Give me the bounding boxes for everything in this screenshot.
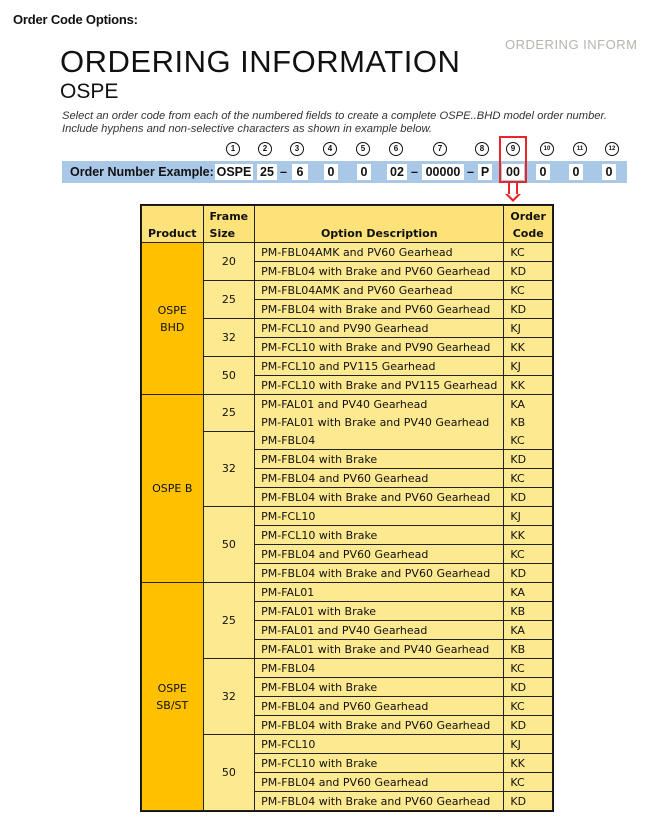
order-code-cell: KD [504, 716, 553, 735]
order-code-cell: KC [504, 659, 553, 678]
order-code-cell: KJ [504, 735, 553, 754]
order-segment-highlighted: 00 [502, 164, 524, 180]
field-9-highlight-box [499, 136, 527, 183]
frame-size-cell: 25 [203, 583, 255, 659]
frame-size-cell: 50 [203, 507, 255, 583]
order-code-cell: KJ [504, 357, 553, 376]
product-name-line2: SB/ST [156, 698, 189, 712]
option-description-cell: PM-FBL04 [255, 659, 504, 678]
order-code-cell: KD [504, 262, 553, 281]
field-number-badge: 10 [540, 142, 554, 156]
down-arrow-icon [508, 183, 518, 194]
table-row [142, 357, 553, 376]
field-number-badge: 6 [389, 142, 403, 156]
order-code-cell: KC [504, 773, 553, 792]
field-number-badge: 4 [323, 142, 337, 156]
field-number-badge: 11 [573, 142, 587, 156]
order-code-cell: KD [504, 488, 553, 507]
order-segment: 25 [257, 164, 277, 180]
table-row [142, 659, 553, 678]
order-code-cell: KD [504, 300, 553, 319]
order-code-cell: KB [504, 602, 553, 621]
frame-size-cell: 50 [203, 735, 255, 811]
order-segment: 0 [357, 164, 371, 180]
separator: – [280, 165, 287, 179]
option-description-cell: PM-FBL04 with Brake [255, 678, 504, 697]
order-segment: OSPE [216, 165, 252, 179]
option-description-cell: PM-FBL04 and PV60 Gearhead [255, 697, 504, 716]
instructions-line-2: Include hyphens and non-selective characters as shown in example below. [62, 123, 433, 135]
table-row [142, 281, 553, 300]
table-row [142, 507, 553, 526]
product-name-line1: OSPE B [152, 482, 193, 495]
field-number-badge: 7 [433, 142, 447, 156]
field-number-badge: 5 [356, 142, 370, 156]
option-description-cell: PM-FCL10 with Brake [255, 526, 504, 545]
option-description-cell: PM-FBL04AMK and PV60 Gearhead [255, 243, 504, 262]
order-segment: 0 [324, 164, 338, 180]
option-description-cell: PM-FCL10 and PV115 Gearhead [255, 357, 504, 376]
order-code-cell: KD [504, 792, 553, 811]
field-number-badge: 2 [258, 142, 272, 156]
order-segment: 0 [602, 164, 616, 180]
order-code-cell: KD [504, 450, 553, 469]
order-code-cell: KA [504, 583, 553, 602]
header-option-description: Option Description [255, 206, 504, 243]
field-number-badge: 1 [226, 142, 240, 156]
option-description-cell: PM-FBL04 with Brake and PV60 Gearhead [255, 300, 504, 319]
table-row [142, 319, 553, 338]
option-description-cell: PM-FCL10 and PV90 Gearhead [255, 319, 504, 338]
option-description-cell: PM-FBL04 [255, 431, 504, 450]
order-segment: P [478, 164, 492, 180]
running-header: ORDERING INFORM [505, 37, 638, 52]
order-segment: 00000 [422, 164, 464, 180]
order-code-cell: KA [504, 621, 553, 640]
order-code-options-table [141, 205, 553, 811]
order-code-cell: KC [504, 697, 553, 716]
order-segment: 0 [536, 164, 550, 180]
order-code-cell: KK [504, 376, 553, 395]
table-header-row [142, 206, 553, 243]
order-code-cell: KJ [504, 507, 553, 526]
header-code-line2: Code [512, 227, 544, 240]
frame-size-cell: 32 [203, 659, 255, 735]
order-code-cell: KC [504, 431, 553, 450]
table-row [142, 583, 553, 602]
order-code-cell: KD [504, 564, 553, 583]
order-code-cell: KC [504, 281, 553, 300]
order-segment: 02 [387, 164, 407, 180]
option-description-cell: PM-FBL04 with Brake and PV60 Gearhead [255, 716, 504, 735]
header-frame-line2: Size [209, 227, 236, 240]
frame-size-cell: 20 [203, 243, 255, 281]
header-order-code [504, 206, 553, 243]
page-title: ORDERING INFORMATION [60, 44, 461, 79]
option-description-cell: PM-FAL01 and PV40 Gearhead [255, 621, 504, 640]
order-segment: 6 [292, 164, 308, 180]
order-code-cell: KB [504, 640, 553, 659]
option-description-cell: PM-FBL04 with Brake and PV60 Gearhead [255, 488, 504, 507]
product-cell [142, 243, 204, 395]
option-description-cell: PM-FCL10 with Brake and PV115 Gearhead [255, 376, 504, 395]
product-name-line2: BHD [160, 320, 185, 334]
order-code-cell: KB [504, 413, 553, 431]
separator: – [411, 165, 418, 179]
separator: – [467, 165, 474, 179]
product-cell [142, 395, 204, 583]
option-description-cell: PM-FAL01 with Brake and PV40 Gearhead [255, 640, 504, 659]
field-number-badge: 12 [605, 142, 619, 156]
order-number-example-bar [62, 161, 627, 183]
option-description-cell: PM-FAL01 with Brake [255, 602, 504, 621]
field-number-row [0, 142, 650, 158]
option-description-cell: PM-FCL10 [255, 735, 504, 754]
order-code-cell: KC [504, 545, 553, 564]
option-description-cell: PM-FBL04AMK and PV60 Gearhead [255, 281, 504, 300]
instructions-line-1: Select an order code from each of the numbered fields to create a complete OSPE..BHD model order number. [62, 110, 607, 122]
order-code-cell: KJ [504, 319, 553, 338]
option-description-cell: PM-FAL01 [255, 583, 504, 602]
table-row [142, 243, 553, 262]
frame-size-cell: 32 [203, 319, 255, 357]
order-code-cell: KK [504, 754, 553, 773]
field-number-badge: 8 [475, 142, 489, 156]
instructions [62, 110, 632, 136]
frame-size-cell: 25 [203, 395, 255, 432]
table-row [142, 395, 553, 414]
option-description-cell: PM-FAL01 and PV40 Gearhead [255, 395, 504, 414]
order-code-cell: KC [504, 469, 553, 488]
header-frame-size [203, 206, 255, 243]
frame-size-cell: 25 [203, 281, 255, 319]
table-row [142, 735, 553, 754]
option-description-cell: PM-FBL04 and PV60 Gearhead [255, 773, 504, 792]
option-description-cell: PM-FBL04 with Brake and PV60 Gearhead [255, 262, 504, 281]
table-row [142, 431, 553, 450]
order-code-cell: KD [504, 678, 553, 697]
section-label: Order Code Options: [13, 12, 138, 27]
option-description-cell: PM-FBL04 with Brake [255, 450, 504, 469]
product-name-line1: OSPE [157, 303, 187, 317]
option-description-cell: PM-FCL10 [255, 507, 504, 526]
header-frame-line1: Frame [209, 210, 249, 223]
header-code-line1: Order [510, 210, 546, 223]
order-segment: 0 [569, 164, 583, 180]
field-number-badge: 9 [506, 142, 520, 156]
product-cell [142, 583, 204, 811]
frame-size-cell: 32 [203, 431, 255, 507]
option-description-cell: PM-FBL04 with Brake and PV60 Gearhead [255, 564, 504, 583]
order-code-cell: KK [504, 338, 553, 357]
order-code-cell: KA [504, 395, 553, 414]
option-description-cell: PM-FBL04 with Brake and PV60 Gearhead [255, 792, 504, 811]
option-description-cell: PM-FBL04 and PV60 Gearhead [255, 545, 504, 564]
frame-size-cell: 50 [203, 357, 255, 395]
page-subtitle: OSPE [60, 80, 119, 103]
order-code-cell: KK [504, 526, 553, 545]
product-name-line1: OSPE [157, 681, 187, 695]
order-code-cell: KC [504, 243, 553, 262]
option-description-cell: PM-FAL01 with Brake and PV40 Gearhead [255, 413, 504, 431]
header-product: Product [142, 206, 204, 243]
option-description-cell: PM-FCL10 with Brake and PV90 Gearhead [255, 338, 504, 357]
down-arrow-head-inner [508, 194, 518, 199]
field-number-badge: 3 [290, 142, 304, 156]
option-description-cell: PM-FBL04 and PV60 Gearhead [255, 469, 504, 488]
order-number-example-label: Order Number Example: [70, 165, 214, 179]
option-description-cell: PM-FCL10 with Brake [255, 754, 504, 773]
table-body [142, 243, 553, 811]
